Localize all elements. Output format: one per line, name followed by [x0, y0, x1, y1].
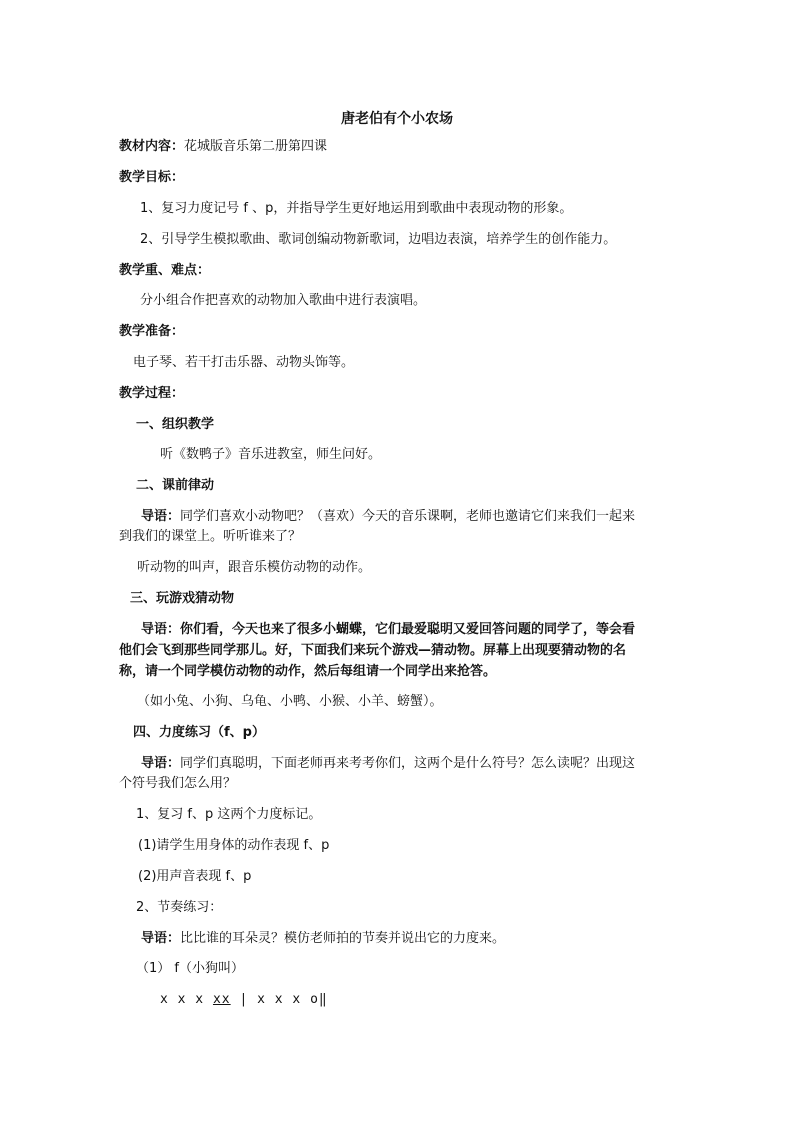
section-4-item-2-lead	[141, 930, 505, 948]
section-4-item-2: 2、节奏练习：	[136, 900, 223, 915]
section-4-lead-label: 导语：	[141, 756, 181, 771]
goals-heading: 教学目标：	[119, 170, 185, 185]
section-3-heading: 三、玩游戏猜动物	[130, 591, 235, 606]
goal-item-1: 1、复习力度记号 f 、p，并指导学生更好地运用到歌曲中表现动物的形象。	[140, 201, 573, 216]
section-3-lead-text: 你们看，今天也来了很多小蝴蝶，它们最爱聪明又爱回答问题的同学了，等会看	[180, 622, 636, 637]
section-4-item-2-lead-text: 比比谁的耳朵灵？模仿老师拍的节奏并说出它的力度来。	[180, 931, 506, 946]
section-3-lead-line-2: 他们会飞到那些同学那儿。好，下面我们来玩个游戏—猜动物。屏幕上出现要猜动物的名	[119, 643, 627, 658]
rhythm-part-a: x x x	[160, 992, 213, 1007]
section-4-item-2-sub-1: （1） f（小狗叫）	[136, 961, 244, 976]
process-heading: 教学过程：	[119, 386, 185, 401]
rhythm-notation	[160, 991, 328, 1009]
section-2-text: 听动物的叫声，跟音乐模仿动物的动作。	[137, 560, 372, 575]
document-title: 唐老伯有个小农场	[341, 111, 453, 127]
preparation-text: 电子琴、若干打击乐器、动物头饰等。	[133, 355, 355, 370]
section-3-examples: （如小兔、小狗、乌龟、小鸭、小猴、小羊、螃蟹）。	[137, 694, 443, 709]
material-label: 教材内容：	[119, 139, 185, 154]
section-2-lead-line-1	[141, 508, 635, 526]
section-4-item-2-lead-label: 导语：	[141, 931, 181, 946]
section-4-lead-line-1	[141, 755, 635, 773]
section-1-text: 听《数鸭子》音乐进教室，师生问好。	[160, 447, 382, 462]
key-points-heading: 教学重、难点：	[119, 263, 211, 278]
section-4-item-1b: (2)用声音表现 f、p	[138, 869, 252, 884]
section-4-lead-line-2: 个符号我们怎么用？	[119, 776, 237, 791]
material-line	[119, 138, 327, 156]
section-3-lead-line-1	[141, 621, 635, 639]
section-1-heading: 一、组织教学	[136, 417, 215, 432]
preparation-heading: 教学准备：	[119, 324, 185, 339]
rhythm-part-c: | x x x o‖	[230, 992, 328, 1007]
material-value: 花城版音乐第二册第四课	[184, 139, 328, 154]
rhythm-part-b: xx	[212, 992, 231, 1007]
section-2-lead-line-2: 到我们的课堂上。听听谁来了？	[119, 529, 302, 544]
key-points-text: 分小组合作把喜欢的动物加入歌曲中进行表演唱。	[140, 293, 427, 308]
goal-item-2: 2、引导学生模拟歌曲、歌词创编动物新歌词，边唱边表演，培养学生的创作能力。	[140, 232, 617, 247]
section-2-lead-text: 同学们喜欢小动物吧？（喜欢）今天的音乐课啊，老师也邀请它们来我们一起来	[180, 509, 636, 524]
section-4-item-1a: (1)请学生用身体的动作表现 f、p	[138, 838, 330, 853]
section-4-item-1: 1、复习 f、p 这两个力度标记。	[136, 807, 322, 822]
section-3-lead-label: 导语：	[141, 622, 181, 637]
section-2-lead-label: 导语：	[141, 509, 181, 524]
section-2-heading: 二、课前律动	[136, 478, 215, 493]
section-4-heading: 四、力度练习（f、p）	[133, 725, 265, 740]
section-4-lead-text: 同学们真聪明，下面老师再来考考你们，这两个是什么符号？怎么读呢？出现这	[180, 756, 636, 771]
section-3-lead-line-3: 称，请一个同学模仿动物的动作，然后每组请一个同学出来抢答。	[119, 664, 497, 679]
